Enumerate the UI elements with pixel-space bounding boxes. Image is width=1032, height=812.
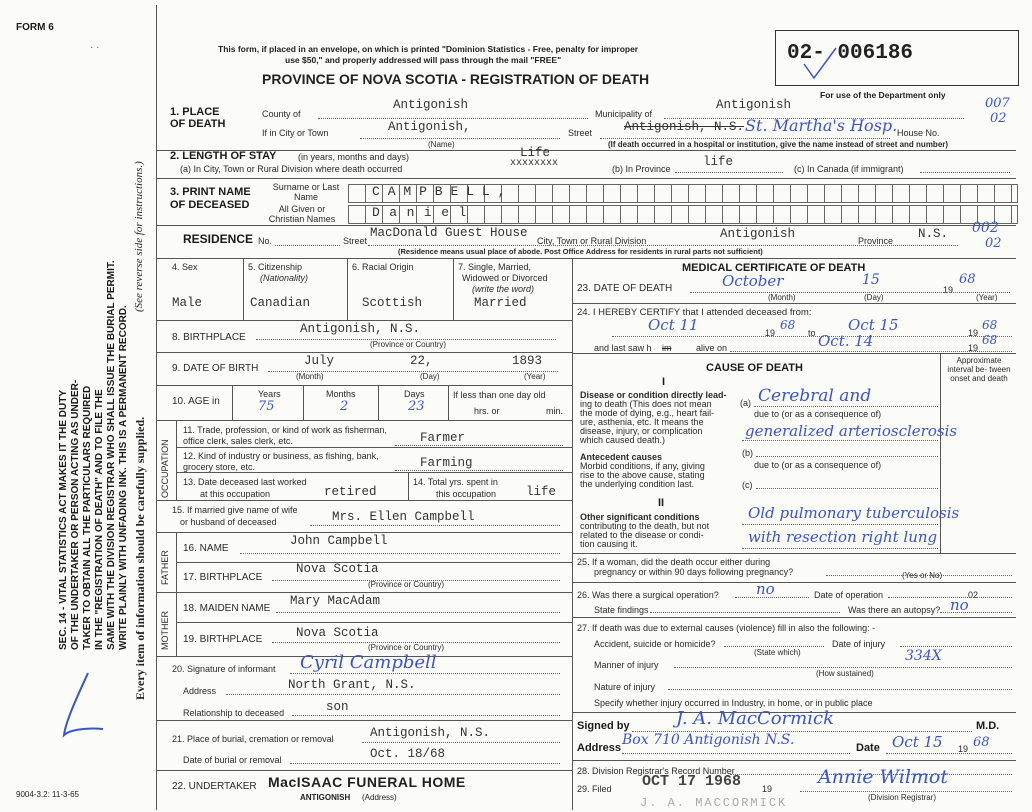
side-note-1: SEC. 14 - VITAL STATISTICS ACT MAKES IT THE DUTY xyxy=(58,389,69,650)
place-of-death-label: 1. PLACE OF DEATH xyxy=(170,106,226,130)
registrar-record-label: 28. Division Registrar's Record Number xyxy=(577,766,735,776)
house-no-label: House No. xyxy=(897,128,940,138)
stay-a-value: Life xyxy=(520,146,551,160)
date-of-death-label: 23. DATE OF DEATH xyxy=(577,283,673,294)
q25-line-2: pregnancy or within 90 days following pregnancy? xyxy=(594,567,794,577)
trade-label: 11. Trade, profession, or kind of work as fisherman, office clerk, sales clerk, etc. xyxy=(183,425,387,446)
direct-cause-3: the mode of dying, e.g., heart fail- xyxy=(580,408,715,418)
alive-on-date: Oct. 14 xyxy=(818,332,874,350)
physician-date-label: Date xyxy=(856,742,880,754)
undertaker-address: ANTIGONISH xyxy=(300,793,351,802)
dob-month-note: (Month) xyxy=(296,372,324,381)
other-conditions-3: related to the disease or condi- xyxy=(580,530,704,540)
spouse-label-2: or husband of deceased xyxy=(180,517,277,527)
cause-a-value-2: generalized arteriosclerosis xyxy=(745,422,958,440)
municipality-value: Antigonish xyxy=(716,98,792,112)
birthplace-label: 8. BIRTHPLACE xyxy=(172,332,246,343)
age-days-value: 23 xyxy=(408,399,425,414)
age-months-label: Months xyxy=(326,389,356,399)
handwritten-code: 334X xyxy=(905,648,942,664)
cause-a-value: Cerebral and xyxy=(758,386,872,406)
check-mark-icon xyxy=(800,44,840,84)
undertaker-address-note: (Address) xyxy=(362,793,397,802)
racial-origin-value: Scottish xyxy=(362,296,423,310)
county-label: County of xyxy=(262,109,301,119)
burial-place-label: 21. Place of burial, cremation or removal xyxy=(172,734,334,744)
dob-label: 9. DATE OF BIRTH xyxy=(172,363,259,374)
part-one-label: I xyxy=(662,376,666,388)
filed-label: 29. Filed xyxy=(577,784,612,794)
occupation-side-label: OCCUPATION xyxy=(160,439,170,498)
name-of-deceased-label: 3. PRINT NAME OF DECEASED xyxy=(170,186,251,211)
residence-province-value: N.S. xyxy=(918,227,949,241)
antecedent-4: the underlying condition last. xyxy=(580,479,695,489)
city-label: If in City or Town xyxy=(262,128,329,138)
trade-value: Farmer xyxy=(420,431,466,445)
residence-label: RESIDENCE xyxy=(183,232,254,246)
given-names-value: Daniel xyxy=(372,205,476,220)
physician-signature: J. A. MacCormick xyxy=(676,708,834,729)
name-note: (Name) xyxy=(428,140,455,149)
dob-year: 1893 xyxy=(512,354,543,368)
citizenship-value: Canadian xyxy=(250,296,311,310)
autopsy-label: Was there an autopsy? xyxy=(848,605,941,615)
birthplace-value: Antigonish, N.S. xyxy=(300,322,421,336)
burial-date-label: Date of burial or removal xyxy=(183,755,282,765)
side-note-5: SAME WITH THE DIVISION REGISTRAR WHO SHALL ISSUE THE BURIAL PERMIT. xyxy=(106,260,117,650)
years-spent-label-1: 14. Total yrs. spent in xyxy=(413,477,498,487)
other-conditions-2: contributing to the death, but not xyxy=(580,521,710,531)
attend-from-year: 68 xyxy=(780,318,796,332)
attend-to-date: Oct 15 xyxy=(848,316,899,334)
antecedent-3: rise to the above cause, stating xyxy=(580,470,705,480)
marital-label-2: Widowed or Divorced xyxy=(462,273,548,283)
filed-year-prefix: 19 xyxy=(762,784,773,794)
city-value: Antigonish, xyxy=(388,120,471,134)
part-two-label: II xyxy=(658,497,665,509)
check-mark-icon xyxy=(48,665,108,745)
yes-no-note: (Yes or No) xyxy=(902,571,943,580)
envelope-note-1: This form, if placed in an envelope, on which is printed "Dominion Statistics - Free, penalty for improper xyxy=(218,44,639,54)
state-which-note: (State which) xyxy=(754,648,801,657)
antecedent-2: Morbid conditions, if any, giving xyxy=(580,461,705,471)
residence-code-1: 002 xyxy=(972,220,999,236)
death-year-prefix: 19 xyxy=(943,285,954,295)
stay-a-struck: xxxxxxxx xyxy=(510,158,559,169)
footer-code: 9004-3.2: 11-3-65 xyxy=(16,790,80,799)
industry-label: 12. Kind of industry or business, as fishing, bank, grocery store, etc. xyxy=(183,451,379,472)
last-saw-struck: im xyxy=(662,343,672,353)
attend-from-prefix: 19 xyxy=(765,328,776,338)
informant-signature: Cyril Campbell xyxy=(300,652,437,673)
death-day-note: (Day) xyxy=(864,293,884,302)
age-days-label: Days xyxy=(404,389,425,399)
cause-b-label: (b) xyxy=(742,448,753,458)
alive-on-label: alive on xyxy=(696,343,728,353)
due-to-2: due to (or as a consequence of) xyxy=(754,460,882,470)
q25-line-1: 25. If a woman, did the death occur either during xyxy=(577,557,771,567)
direct-cause-6: which caused death.) xyxy=(580,435,666,445)
md-label: M.D. xyxy=(976,720,1000,732)
stay-c-label: (c) In Canada (if immigrant) xyxy=(794,164,904,174)
side-note-2: OF THE UNDERTAKER OR PERSON ACTING AS UNDER- xyxy=(70,379,81,650)
physician-date-value: Oct 15 xyxy=(892,733,943,751)
informant-address-value: North Grant, N.S. xyxy=(288,678,416,692)
last-worked-label-2: at this occupation xyxy=(200,489,271,499)
street-struck-value: Antigonish, N.S. xyxy=(624,120,745,134)
dob-month: July xyxy=(304,354,335,368)
marital-value: Married xyxy=(474,296,527,310)
physician-stamp: J. A. MACCORMICK xyxy=(640,796,788,810)
hospital-note: (If death occurred in a hospital or institution, give the name instead of street and number) xyxy=(608,140,949,149)
given-names-label: All Given or Christian Names xyxy=(268,204,336,224)
attend-from-date: Oct 11 xyxy=(648,316,699,334)
age-min: min. xyxy=(546,406,564,416)
surname-value: CAMPBELL, xyxy=(372,184,514,199)
age-hrs: hrs. or xyxy=(474,406,500,416)
citizenship-sub: (Nationality) xyxy=(260,273,309,283)
residence-street-value: MacDonald Guest House xyxy=(370,226,528,240)
informant-address-label: Address xyxy=(183,686,217,696)
registration-number: 02- 006186 xyxy=(787,42,914,65)
years-spent-value: life xyxy=(526,485,557,499)
father-side-label: FATHER xyxy=(160,550,170,585)
side-note-7: Every item of information should be carefully supplied. xyxy=(133,416,147,700)
direct-cause-2: ing to death (This does not mean xyxy=(580,399,712,409)
father-birthplace-label: 17. BIRTHPLACE xyxy=(183,572,263,583)
op-year-prefix: 02 xyxy=(968,590,979,600)
residence-note: (Residence means usual place of abode. Post Office Address for residents in rural parts not sufficient) xyxy=(398,247,763,256)
mother-birthplace-label: 19. BIRTHPLACE xyxy=(183,634,263,645)
side-note-6: WRITE PLAINLY WITH UNFADING INK. THIS IS A PERMANENT RECORD. xyxy=(118,305,129,650)
cause-c-label: (c) xyxy=(742,480,753,490)
side-note-8: (See reverse side for instructions.) xyxy=(133,161,145,312)
sex-value: Male xyxy=(172,296,203,310)
municipality-label: Municipality of xyxy=(595,109,653,119)
stay-a-label: (a) In City, Town or Rural Division where death occurred xyxy=(180,164,403,174)
age-years-label: Years xyxy=(258,389,281,399)
industry-injury-label: Specify whether injury occurred in Industry, in home, or in public place xyxy=(594,698,873,708)
marital-label-3: (write the word) xyxy=(472,284,535,294)
how-sustained-note: (How sustained) xyxy=(816,669,874,678)
death-year-note: (Year) xyxy=(976,293,998,302)
county-value: Antigonish xyxy=(393,98,469,112)
burial-place-value: Antigonish, N.S. xyxy=(370,726,491,740)
physician-address-value: Box 710 Antigonish N.S. xyxy=(622,732,795,748)
physician-year-prefix: 19 xyxy=(958,744,969,754)
registrar-note: (Division Registrar) xyxy=(868,793,937,802)
surname-label: Surname or Last Name xyxy=(272,182,340,202)
dob-day: 22, xyxy=(410,354,433,368)
other-conditions-4: tion causing it. xyxy=(580,539,638,549)
residence-city-value: Antigonish xyxy=(720,227,796,241)
racial-origin-label: 6. Racial Origin xyxy=(352,262,414,272)
age-lt-day: If less than one day old xyxy=(453,390,546,400)
certify-label: 24. I HEREBY CERTIFY that I attended deceased from: xyxy=(577,307,812,318)
registrar-signature: Annie Wilmot xyxy=(818,766,948,788)
age-months-value: 2 xyxy=(340,399,349,414)
last-worked-value: retired xyxy=(324,485,377,499)
dept-code-2: 02 xyxy=(990,111,1007,126)
alive-year-prefix: 19 xyxy=(968,343,979,353)
stray-marks: · · xyxy=(90,42,100,53)
nature-label: Nature of injury xyxy=(594,682,656,692)
marital-label-1: 7. Single, Married, xyxy=(458,262,532,272)
alive-year-value: 68 xyxy=(982,333,998,347)
injury-date-label: Date of injury xyxy=(832,639,886,649)
informant-sig-label: 20. Signature of informant xyxy=(172,664,276,674)
street-label: Street xyxy=(568,128,593,138)
residence-street-label: Street xyxy=(343,236,368,246)
manner-label: Manner of injury xyxy=(594,660,659,670)
other-conditions-value-1: Old pulmonary tuberculosis xyxy=(748,504,960,522)
attend-to-prefix: 19 xyxy=(968,328,979,338)
medical-cert-header: MEDICAL CERTIFICATE OF DEATH xyxy=(682,262,866,274)
father-birthplace-value: Nova Scotia xyxy=(296,562,379,576)
op-date-label: Date of operation xyxy=(814,590,884,600)
undertaker-stamp: MacISAAC FUNERAL HOME xyxy=(268,774,466,790)
mother-side-label: MOTHER xyxy=(160,611,170,650)
relationship-label: Relationship to deceased xyxy=(183,708,285,718)
cause-a-label: (a) xyxy=(740,398,751,408)
interval-label: Approximate interval be- tween onset and death xyxy=(947,356,1011,383)
side-note-3: TAKER TO OBTAIN ALL THE PARTICULARS REQUIRED xyxy=(82,385,93,650)
other-conditions-1: Other significant conditions xyxy=(580,512,700,522)
dob-year-note: (Year) xyxy=(524,372,546,381)
death-month-value: October xyxy=(722,272,784,290)
filed-stamp: OCT 17 1968 xyxy=(642,773,742,790)
attend-to-year: 68 xyxy=(982,318,998,332)
envelope-note-2: use $50," and properly addressed will pass through the mail "FREE" xyxy=(285,55,562,65)
stay-b-value: life xyxy=(703,155,734,169)
last-worked-label-1: 13. Date deceased last worked xyxy=(183,477,307,487)
sex-label: 4. Sex xyxy=(172,262,198,272)
residence-city-label: City, Town or Rural Division xyxy=(537,236,647,246)
age-years-value: 75 xyxy=(258,399,275,414)
hospital-handwritten: St. Martha's Hosp. xyxy=(745,116,898,135)
spouse-value: Mrs. Ellen Campbell xyxy=(332,510,475,524)
dept-code-1: 007 xyxy=(985,96,1010,111)
residence-no-label: No. xyxy=(258,236,273,246)
mother-maiden-value: Mary MacAdam xyxy=(290,594,381,608)
death-year-value: 68 xyxy=(959,272,976,287)
dob-day-note: (Day) xyxy=(420,372,440,381)
residence-code-2: 02 xyxy=(985,236,1002,251)
state-findings-label: State findings xyxy=(594,605,649,615)
physician-address-label: Address xyxy=(577,742,622,754)
years-spent-label-2: this occupation xyxy=(436,489,497,499)
father-name-label: 16. NAME xyxy=(183,543,229,554)
death-month-note: (Month) xyxy=(768,293,796,302)
due-to-1: due to (or as a consequence of) xyxy=(754,409,882,419)
autopsy-value: no xyxy=(950,596,969,614)
death-day-value: 15 xyxy=(862,272,880,288)
mother-maiden-label: 18. MAIDEN NAME xyxy=(183,603,271,614)
industry-value: Farming xyxy=(420,456,473,470)
side-note-4: IN THE "REGISTRATION OF DEATH" AND TO FILE THE xyxy=(94,389,105,650)
father-birthplace-note: (Province or Country) xyxy=(368,580,445,589)
citizenship-label: 5. Citizenship xyxy=(248,262,303,272)
age-label: 10. AGE in xyxy=(172,396,220,407)
external-causes-label: 27. If death was due to external causes (violence) fill in also the following: - xyxy=(577,623,876,633)
undertaker-label: 22. UNDERTAKER xyxy=(172,781,257,792)
residence-province-label: Province xyxy=(858,236,894,246)
direct-cause-1: Disease or condition directly lead- xyxy=(580,390,727,400)
burial-date-value: Oct. 18/68 xyxy=(370,747,446,761)
signed-by-label: Signed by xyxy=(577,720,630,732)
last-saw-label: and last saw h xyxy=(594,343,652,353)
antecedent-1: Antecedent causes xyxy=(580,452,663,462)
cause-header: CAUSE OF DEATH xyxy=(706,362,803,374)
length-of-stay-label: 2. LENGTH OF STAY xyxy=(170,150,277,162)
father-name-value: John Campbell xyxy=(290,534,388,548)
dept-use-label: For use of the Department only xyxy=(820,90,946,100)
other-conditions-value-2: with resection right lung xyxy=(748,528,938,546)
accident-label: Accident, suicide or homicide? xyxy=(594,639,716,649)
mother-birthplace-value: Nova Scotia xyxy=(296,626,379,640)
mother-birthplace-note: (Province or Country) xyxy=(368,643,445,652)
stay-b-label: (b) In Province xyxy=(612,164,671,174)
birthplace-note: (Province or Country) xyxy=(370,340,447,349)
attend-to-label: to xyxy=(808,328,816,338)
form-number: FORM 6 xyxy=(16,22,54,33)
spouse-label-1: 15. If married give name of wife xyxy=(172,505,298,515)
surgical-value: no xyxy=(756,580,775,598)
page-title: PROVINCE OF NOVA SCOTIA - REGISTRATION OF DEATH xyxy=(262,71,650,87)
surgical-label: 26. Was there a surgical operation? xyxy=(577,590,719,600)
relationship-value: son xyxy=(326,700,349,714)
physician-year-value: 68 xyxy=(973,735,990,750)
direct-cause-4: ure, asthenia, etc. It means the xyxy=(580,417,704,427)
stay-unit-note: (in years, months and days) xyxy=(298,152,410,162)
direct-cause-5: disease, injury, or complication xyxy=(580,426,703,436)
